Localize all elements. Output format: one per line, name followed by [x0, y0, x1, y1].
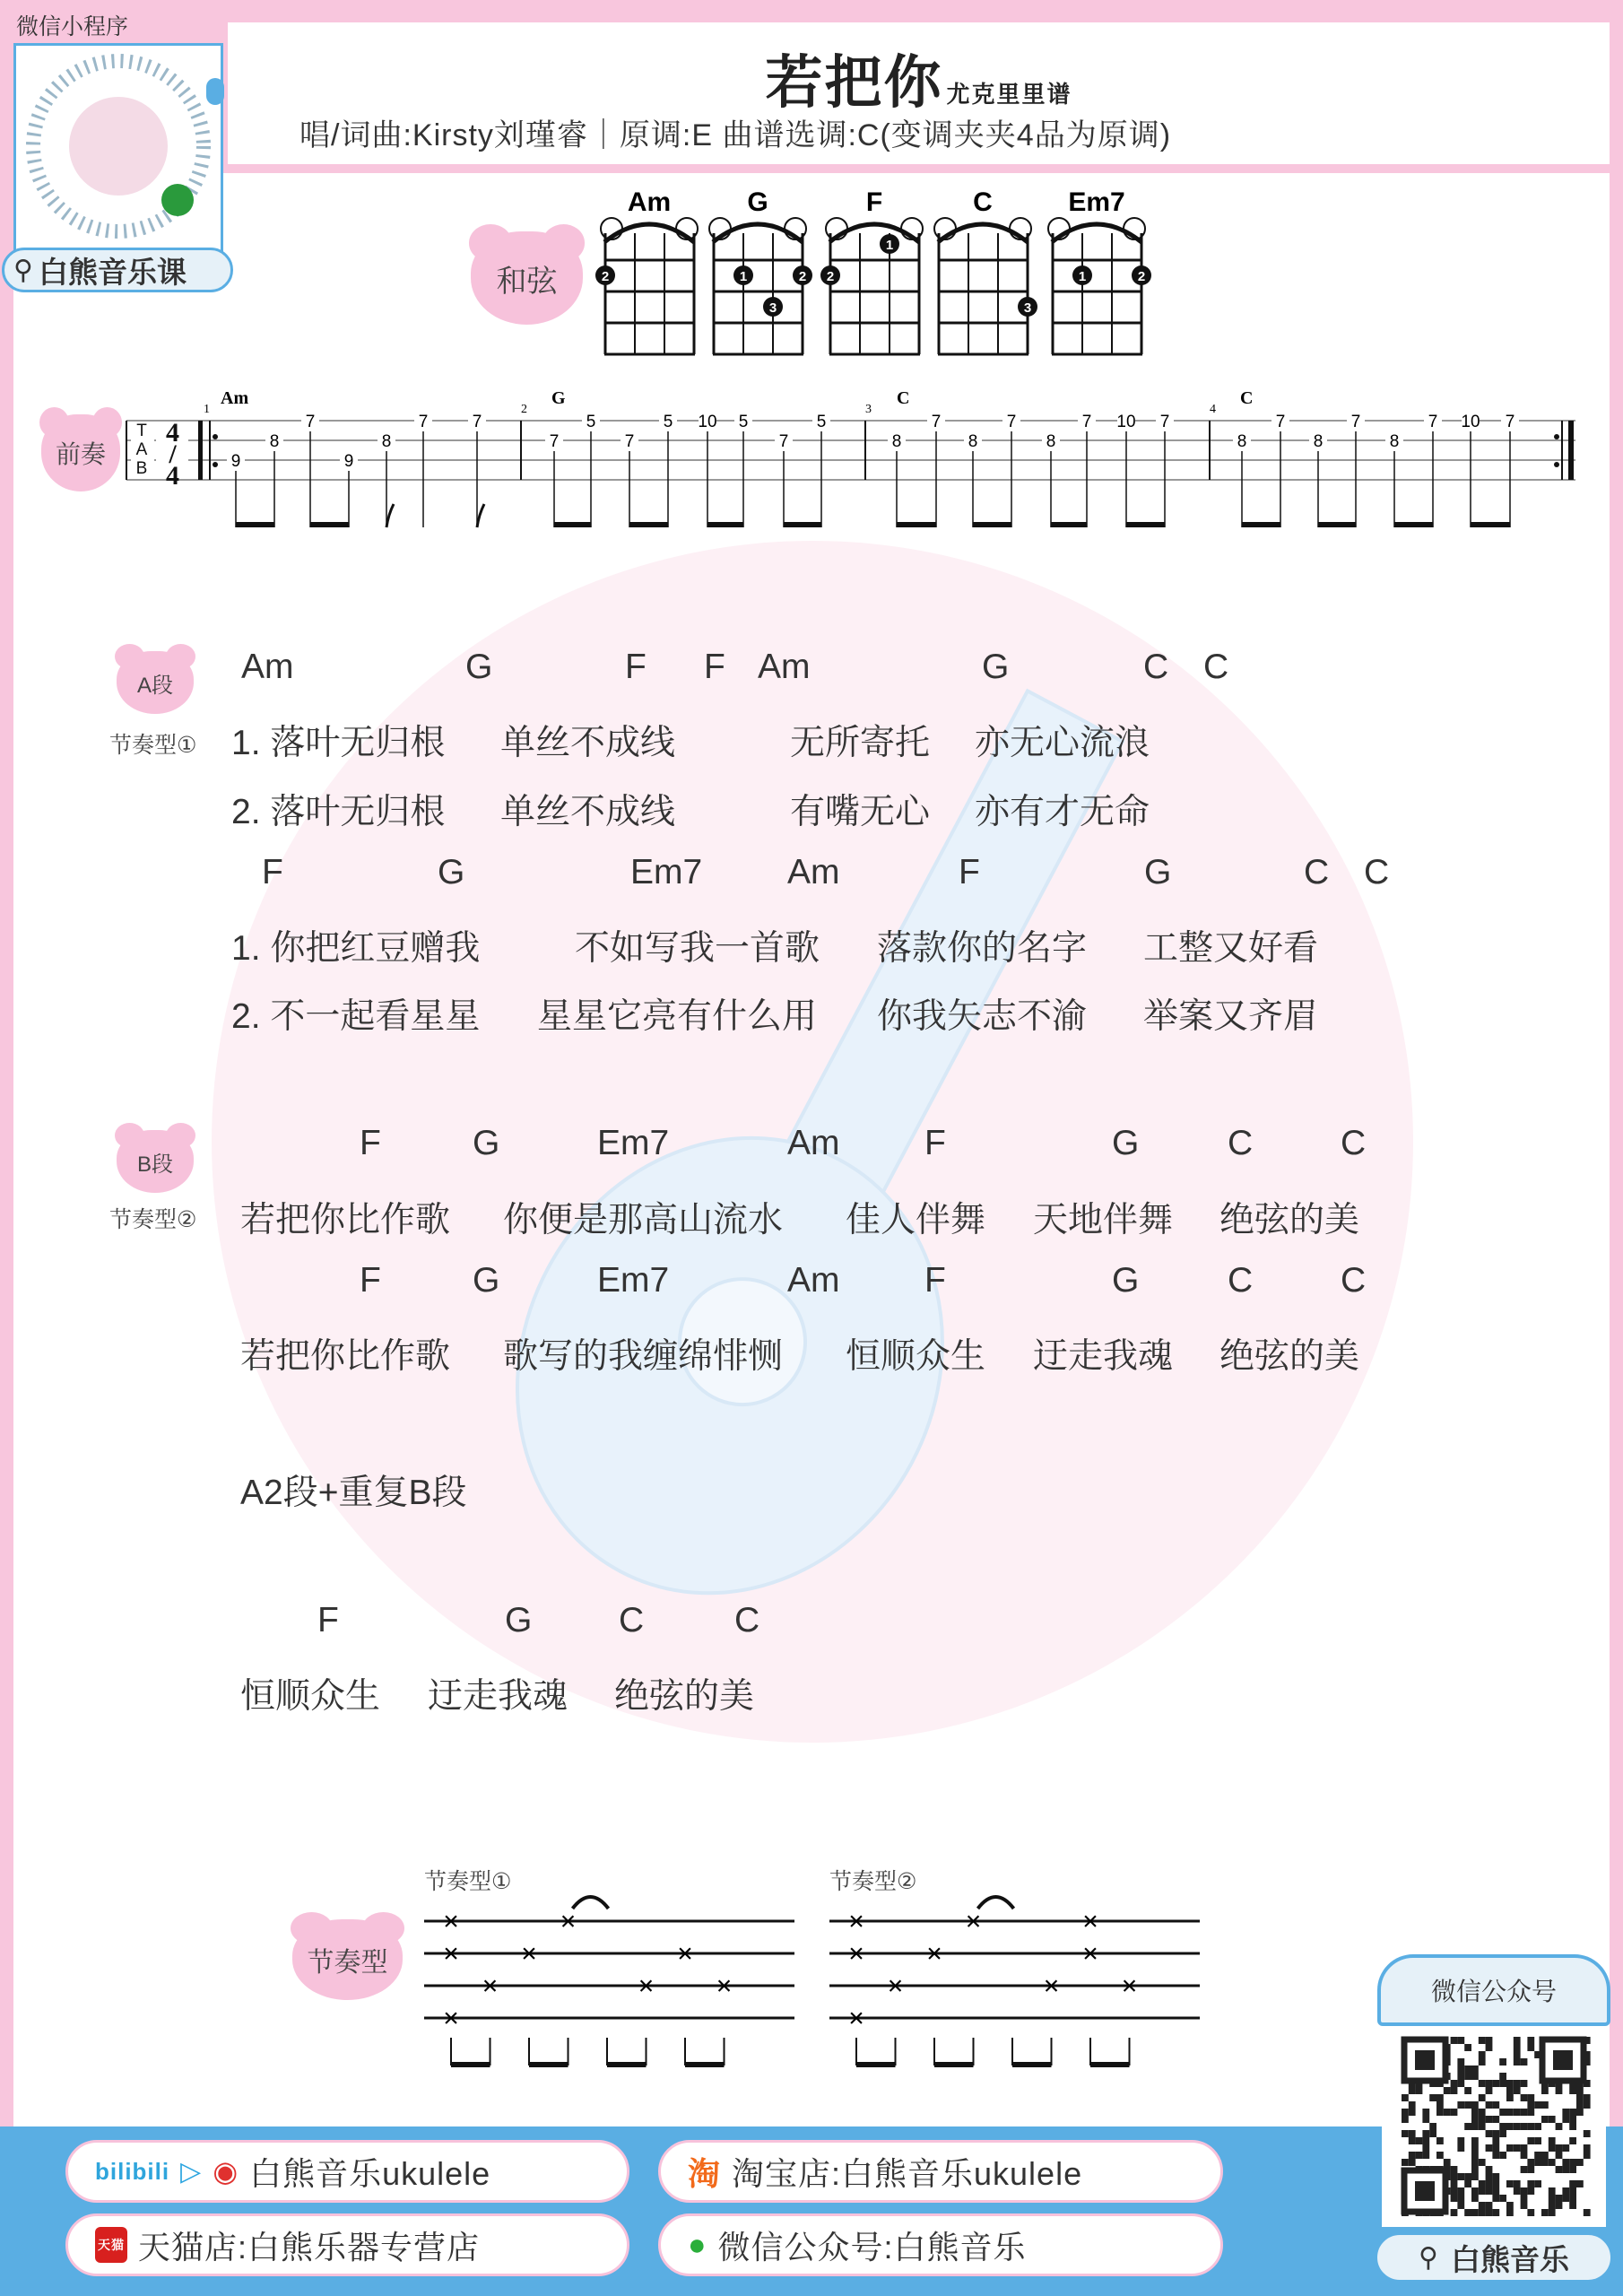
tab-note: 8 — [968, 432, 978, 451]
tmall-icon: 天猫 — [95, 2227, 127, 2263]
strum-mark: × — [677, 1939, 693, 1969]
chord-symbol: C — [1341, 1261, 1367, 1300]
beam — [934, 2062, 974, 2067]
tab-note: 7 — [1159, 413, 1170, 431]
tab-note: 5 — [738, 413, 749, 431]
tab-note: 7 — [1006, 413, 1017, 431]
tab-note: 8 — [1313, 432, 1324, 451]
beam — [554, 522, 591, 527]
strum-mark: × — [521, 1939, 537, 1969]
taobao-link[interactable] — [658, 2140, 1223, 2203]
accent-mark — [978, 1897, 1014, 1909]
video-icon: ▷ — [180, 2156, 203, 2187]
beam — [310, 522, 349, 527]
lyric-phrase: 迂走我魂 — [1033, 1337, 1174, 1376]
strum-mark: × — [1082, 1907, 1098, 1936]
tab-note: 7 — [778, 432, 789, 451]
strum-mark: × — [716, 1971, 733, 2001]
wechat-search[interactable] — [1375, 2232, 1613, 2283]
mini-program-search[interactable] — [2, 248, 233, 292]
lyric-phrase: 2. 不一起看星星 — [231, 997, 481, 1036]
song-title: 若把你 尤克里里谱 — [765, 50, 1072, 115]
beam — [451, 2062, 490, 2067]
beam — [1318, 522, 1356, 527]
tab-note: 7 — [931, 413, 942, 431]
beam — [629, 522, 668, 527]
svg-text:2: 2 — [601, 269, 610, 284]
chords-label: 和弦 — [471, 231, 583, 325]
chord-symbol: G — [505, 1601, 533, 1639]
chord-symbol: Em7 — [630, 853, 703, 891]
strum-mark: × — [443, 2004, 459, 2033]
tab-chord-label: G — [551, 388, 566, 408]
tab-note: 9 — [230, 452, 241, 471]
lyric-phrase: 有嘴无心 — [790, 793, 931, 831]
wechat-link[interactable] — [658, 2213, 1223, 2276]
lyric-phrase: 单丝不成线 — [500, 793, 676, 831]
tab-note: 10 — [698, 413, 717, 431]
strum-mark: × — [482, 1971, 499, 2001]
section-a-label: A段 — [117, 651, 194, 714]
measure-number: 4 — [1210, 403, 1216, 416]
tab-note: 9 — [343, 452, 354, 471]
strum-mark: × — [560, 1907, 577, 1936]
chord-symbol: G — [982, 648, 1010, 686]
tab-note: 7 — [1081, 413, 1092, 431]
strum-mark: × — [848, 2004, 864, 2033]
section-b-label: B段 — [117, 1130, 194, 1193]
section-b-rhythm: 节奏型② — [109, 1207, 197, 1232]
chord-symbol: F — [317, 1601, 339, 1639]
svg-text:2: 2 — [798, 269, 807, 284]
tab-note: 7 — [418, 413, 429, 431]
chord-diagram-Em7 — [1048, 187, 1151, 354]
lyric-phrase: 星星它亮有什么用 — [537, 997, 818, 1036]
chord-name: Am — [627, 187, 672, 217]
beam — [1126, 522, 1165, 527]
chord-name: G — [747, 187, 768, 217]
chord-name: F — [865, 187, 883, 217]
lyric-phrase: 亦有才无命 — [975, 793, 1150, 831]
strum-mark: × — [443, 1907, 459, 1936]
weibo-icon: ◉ — [213, 2155, 239, 2187]
svg-text:1: 1 — [1078, 269, 1087, 284]
chord-symbol: C — [734, 1601, 760, 1639]
accent-mark — [573, 1897, 609, 1909]
lyric-phrase: 恒顺众生 — [240, 1677, 381, 1716]
repeat-end — [1568, 421, 1574, 480]
beam — [1394, 522, 1433, 527]
chord-symbol: G — [1144, 853, 1172, 891]
intro-label: 前奏 — [41, 414, 120, 491]
tab-note: 8 — [269, 432, 280, 451]
chord-symbol: F — [360, 1124, 381, 1162]
tab-note: 7 — [624, 432, 635, 451]
taobao-icon: 淘 — [688, 2154, 722, 2192]
beam — [607, 2062, 647, 2067]
chord-diagram-G — [709, 187, 812, 354]
tab-chord-label: Am — [221, 388, 249, 408]
taobao-text: 淘宝店:白熊音乐ukulele — [732, 2154, 1083, 2192]
lyric-phrase: 你便是那高山流水 — [503, 1201, 784, 1239]
svg-text:1: 1 — [739, 269, 748, 284]
note-flag — [477, 504, 484, 527]
beam — [1242, 522, 1280, 527]
lyric-phrase: 佳人伴舞 — [846, 1201, 986, 1239]
lyric-phrase: A2段+重复B段 — [240, 1474, 467, 1512]
mini-program-qr-icon — [16, 46, 221, 251]
mini-program-search-label: 白熊音乐课 — [38, 255, 187, 289]
mini-program-code[interactable] — [13, 43, 223, 254]
chord-diagram-Am — [595, 187, 698, 354]
svg-text:1: 1 — [885, 238, 894, 253]
chord-symbol: Am — [787, 1124, 840, 1162]
strum-mark: × — [1043, 1971, 1060, 2001]
tab-note: 7 — [1428, 413, 1438, 431]
lyric-phrase: 迂走我魂 — [428, 1677, 568, 1716]
chord-symbol: C — [1143, 648, 1169, 686]
tab-note: 5 — [663, 413, 673, 431]
strum-mark: × — [1121, 1971, 1138, 2001]
lyric-phrase: 恒顺众生 — [846, 1337, 986, 1376]
chord-symbol: C — [1304, 853, 1330, 891]
beam — [1012, 2062, 1052, 2067]
tab-note: 7 — [1275, 413, 1286, 431]
beam — [529, 2062, 568, 2067]
chord-symbol: Am — [241, 648, 294, 686]
tab-note: 5 — [586, 413, 596, 431]
chord-symbol: Em7 — [597, 1261, 670, 1300]
chord-symbol: C — [1228, 1261, 1254, 1300]
measure-number: 1 — [204, 403, 210, 416]
chord-symbol: Am — [787, 853, 840, 891]
note-flag — [386, 504, 394, 527]
chord-symbol: F — [704, 648, 725, 686]
tab-chord-label: C — [1240, 388, 1254, 408]
strum-mark: × — [1082, 1939, 1098, 1969]
header — [228, 22, 1610, 164]
tab-note: 7 — [549, 432, 560, 451]
wechat-icon: ● — [688, 2227, 707, 2262]
lyric-phrase: 歌写的我缠绵悱恻 — [503, 1337, 784, 1376]
measure-number: 3 — [865, 403, 872, 416]
beam — [856, 2062, 896, 2067]
tab-note: 8 — [381, 432, 392, 451]
beam — [236, 522, 274, 527]
tab-note: 10 — [1116, 413, 1136, 431]
lyric-phrase: 绝弦的美 — [1219, 1201, 1360, 1239]
tab-note: 7 — [472, 413, 482, 431]
lyric-phrase: 若把你比作歌 — [240, 1201, 451, 1239]
lyric-phrase: 无所寄托 — [790, 724, 931, 762]
chord-symbol: Am — [758, 648, 811, 686]
tab-note: 8 — [1046, 432, 1056, 451]
chord-symbol: C — [1228, 1124, 1254, 1162]
chord-symbol: F — [959, 853, 980, 891]
lyric-phrase: 1. 落叶无归根 — [231, 724, 446, 762]
beam — [707, 522, 743, 527]
search-icon: ⚲ — [1419, 2242, 1438, 2273]
chord-symbol: Em7 — [597, 1124, 670, 1162]
chord-symbol: F — [924, 1261, 946, 1300]
tab-note: 10 — [1461, 413, 1480, 431]
song-info: 唱/词曲:Kirsty刘瑾睿｜原调:E 曲谱选调:C(变调夹夹4品为原调) — [299, 118, 1172, 152]
chord-symbol: F — [924, 1124, 946, 1162]
wechat-official-card[interactable] — [1373, 1954, 1615, 2286]
measure-number: 2 — [521, 403, 527, 416]
lyric-phrase: 若把你比作歌 — [240, 1337, 451, 1376]
qr-code-icon — [1382, 2028, 1606, 2227]
chord-symbol: G — [1112, 1261, 1140, 1300]
beam — [897, 522, 936, 527]
time-signature: 4/4 — [158, 418, 187, 483]
tab-clef: TAB — [135, 422, 148, 478]
wechat-search-label: 白熊音乐 — [1450, 2242, 1569, 2276]
chord-symbol: Am — [787, 1261, 840, 1300]
beam — [685, 2062, 725, 2067]
chord-symbol: G — [1112, 1124, 1140, 1162]
chord-symbol: F — [360, 1261, 381, 1300]
chord-symbol: G — [473, 1261, 500, 1300]
chord-name: Em7 — [1068, 187, 1125, 217]
chord-symbol: C — [1203, 648, 1229, 686]
strum-mark: × — [887, 1971, 904, 2001]
social-text: 白熊音乐ukulele — [249, 2154, 491, 2192]
repeat-start — [198, 421, 203, 480]
search-icon: ⚲ — [13, 255, 33, 285]
strum-mark: × — [848, 1907, 864, 1936]
rhythm-pattern-2 — [829, 1883, 1206, 2072]
lyric-phrase: 绝弦的美 — [1219, 1337, 1360, 1376]
section-a-rhythm: 节奏型① — [109, 733, 197, 758]
svg-text:3: 3 — [768, 300, 777, 316]
lyric-phrase: 绝弦的美 — [614, 1677, 755, 1716]
strum-mark: × — [638, 1971, 655, 2001]
lyric-phrase: 落款你的名字 — [877, 929, 1088, 968]
lyric-phrase: 2. 落叶无归根 — [231, 793, 446, 831]
lyric-phrase: 举案又齐眉 — [1143, 997, 1319, 1036]
rhythm-label: 节奏型 — [292, 1919, 403, 2000]
pin-icon — [206, 78, 224, 105]
lyric-phrase: 单丝不成线 — [500, 724, 676, 762]
intro-tab-staff — [0, 377, 1623, 538]
social-link[interactable] — [65, 2140, 629, 2203]
chord-symbol: F — [625, 648, 647, 686]
rhythm-pattern-name: 节奏型① — [424, 1869, 512, 1894]
bilibili-icon: bilibili — [95, 2157, 170, 2185]
rhythm-pattern-name: 节奏型② — [829, 1869, 917, 1894]
tab-chord-label: C — [897, 388, 910, 408]
chord-symbol: G — [465, 648, 493, 686]
wechat-text: 微信公众号:白熊音乐 — [717, 2228, 1027, 2266]
mini-program-card[interactable] — [0, 0, 235, 292]
tab-note: 5 — [816, 413, 827, 431]
tab-note: 7 — [1505, 413, 1515, 431]
wechat-official-label: 微信公众号 — [1377, 1954, 1610, 2026]
lyric-phrase: 1. 你把红豆赠我 — [231, 929, 481, 968]
beam — [784, 522, 821, 527]
lyric-phrase: 天地伴舞 — [1033, 1201, 1174, 1239]
tab-note: 7 — [1350, 413, 1361, 431]
chord-diagram-F — [820, 187, 923, 354]
beam — [1471, 522, 1510, 527]
tab-note: 8 — [1389, 432, 1400, 451]
beam — [1090, 2062, 1130, 2067]
title-suffix: 尤克里里谱 — [946, 81, 1072, 108]
rhythm-pattern-1 — [424, 1883, 801, 2072]
chord-name: C — [973, 187, 993, 217]
strum-mark: × — [848, 1939, 864, 1969]
lyric-phrase: 亦无心流浪 — [975, 724, 1150, 762]
chord-symbol: C — [619, 1601, 645, 1639]
chord-symbol: F — [262, 853, 283, 891]
lyric-phrase: 不如写我一首歌 — [575, 929, 820, 968]
chord-symbol: C — [1364, 853, 1390, 891]
chord-symbol: G — [438, 853, 465, 891]
chord-diagram-C — [934, 187, 1037, 354]
lyric-phrase: 工整又好看 — [1143, 929, 1319, 968]
chord-symbol: C — [1341, 1124, 1367, 1162]
chord-diagrams — [592, 179, 1166, 363]
tmall-link[interactable] — [65, 2213, 629, 2276]
tmall-text: 天猫店:白熊乐器专营店 — [138, 2228, 481, 2266]
chord-symbol: G — [473, 1124, 500, 1162]
strum-mark: × — [965, 1907, 982, 1936]
strum-mark: × — [926, 1939, 942, 1969]
beam — [1051, 522, 1087, 527]
svg-text:2: 2 — [826, 269, 835, 284]
mini-program-label: 微信小程序 — [16, 14, 129, 39]
strum-mark: × — [443, 1939, 459, 1969]
tab-note: 7 — [305, 413, 316, 431]
beam — [973, 522, 1011, 527]
tab-note: 8 — [891, 432, 902, 451]
tab-note: 8 — [1237, 432, 1247, 451]
svg-text:2: 2 — [1137, 269, 1146, 284]
wechat-qr-code[interactable] — [1382, 2028, 1606, 2227]
svg-text:3: 3 — [1023, 300, 1032, 316]
lyric-phrase: 你我矢志不渝 — [877, 997, 1088, 1036]
